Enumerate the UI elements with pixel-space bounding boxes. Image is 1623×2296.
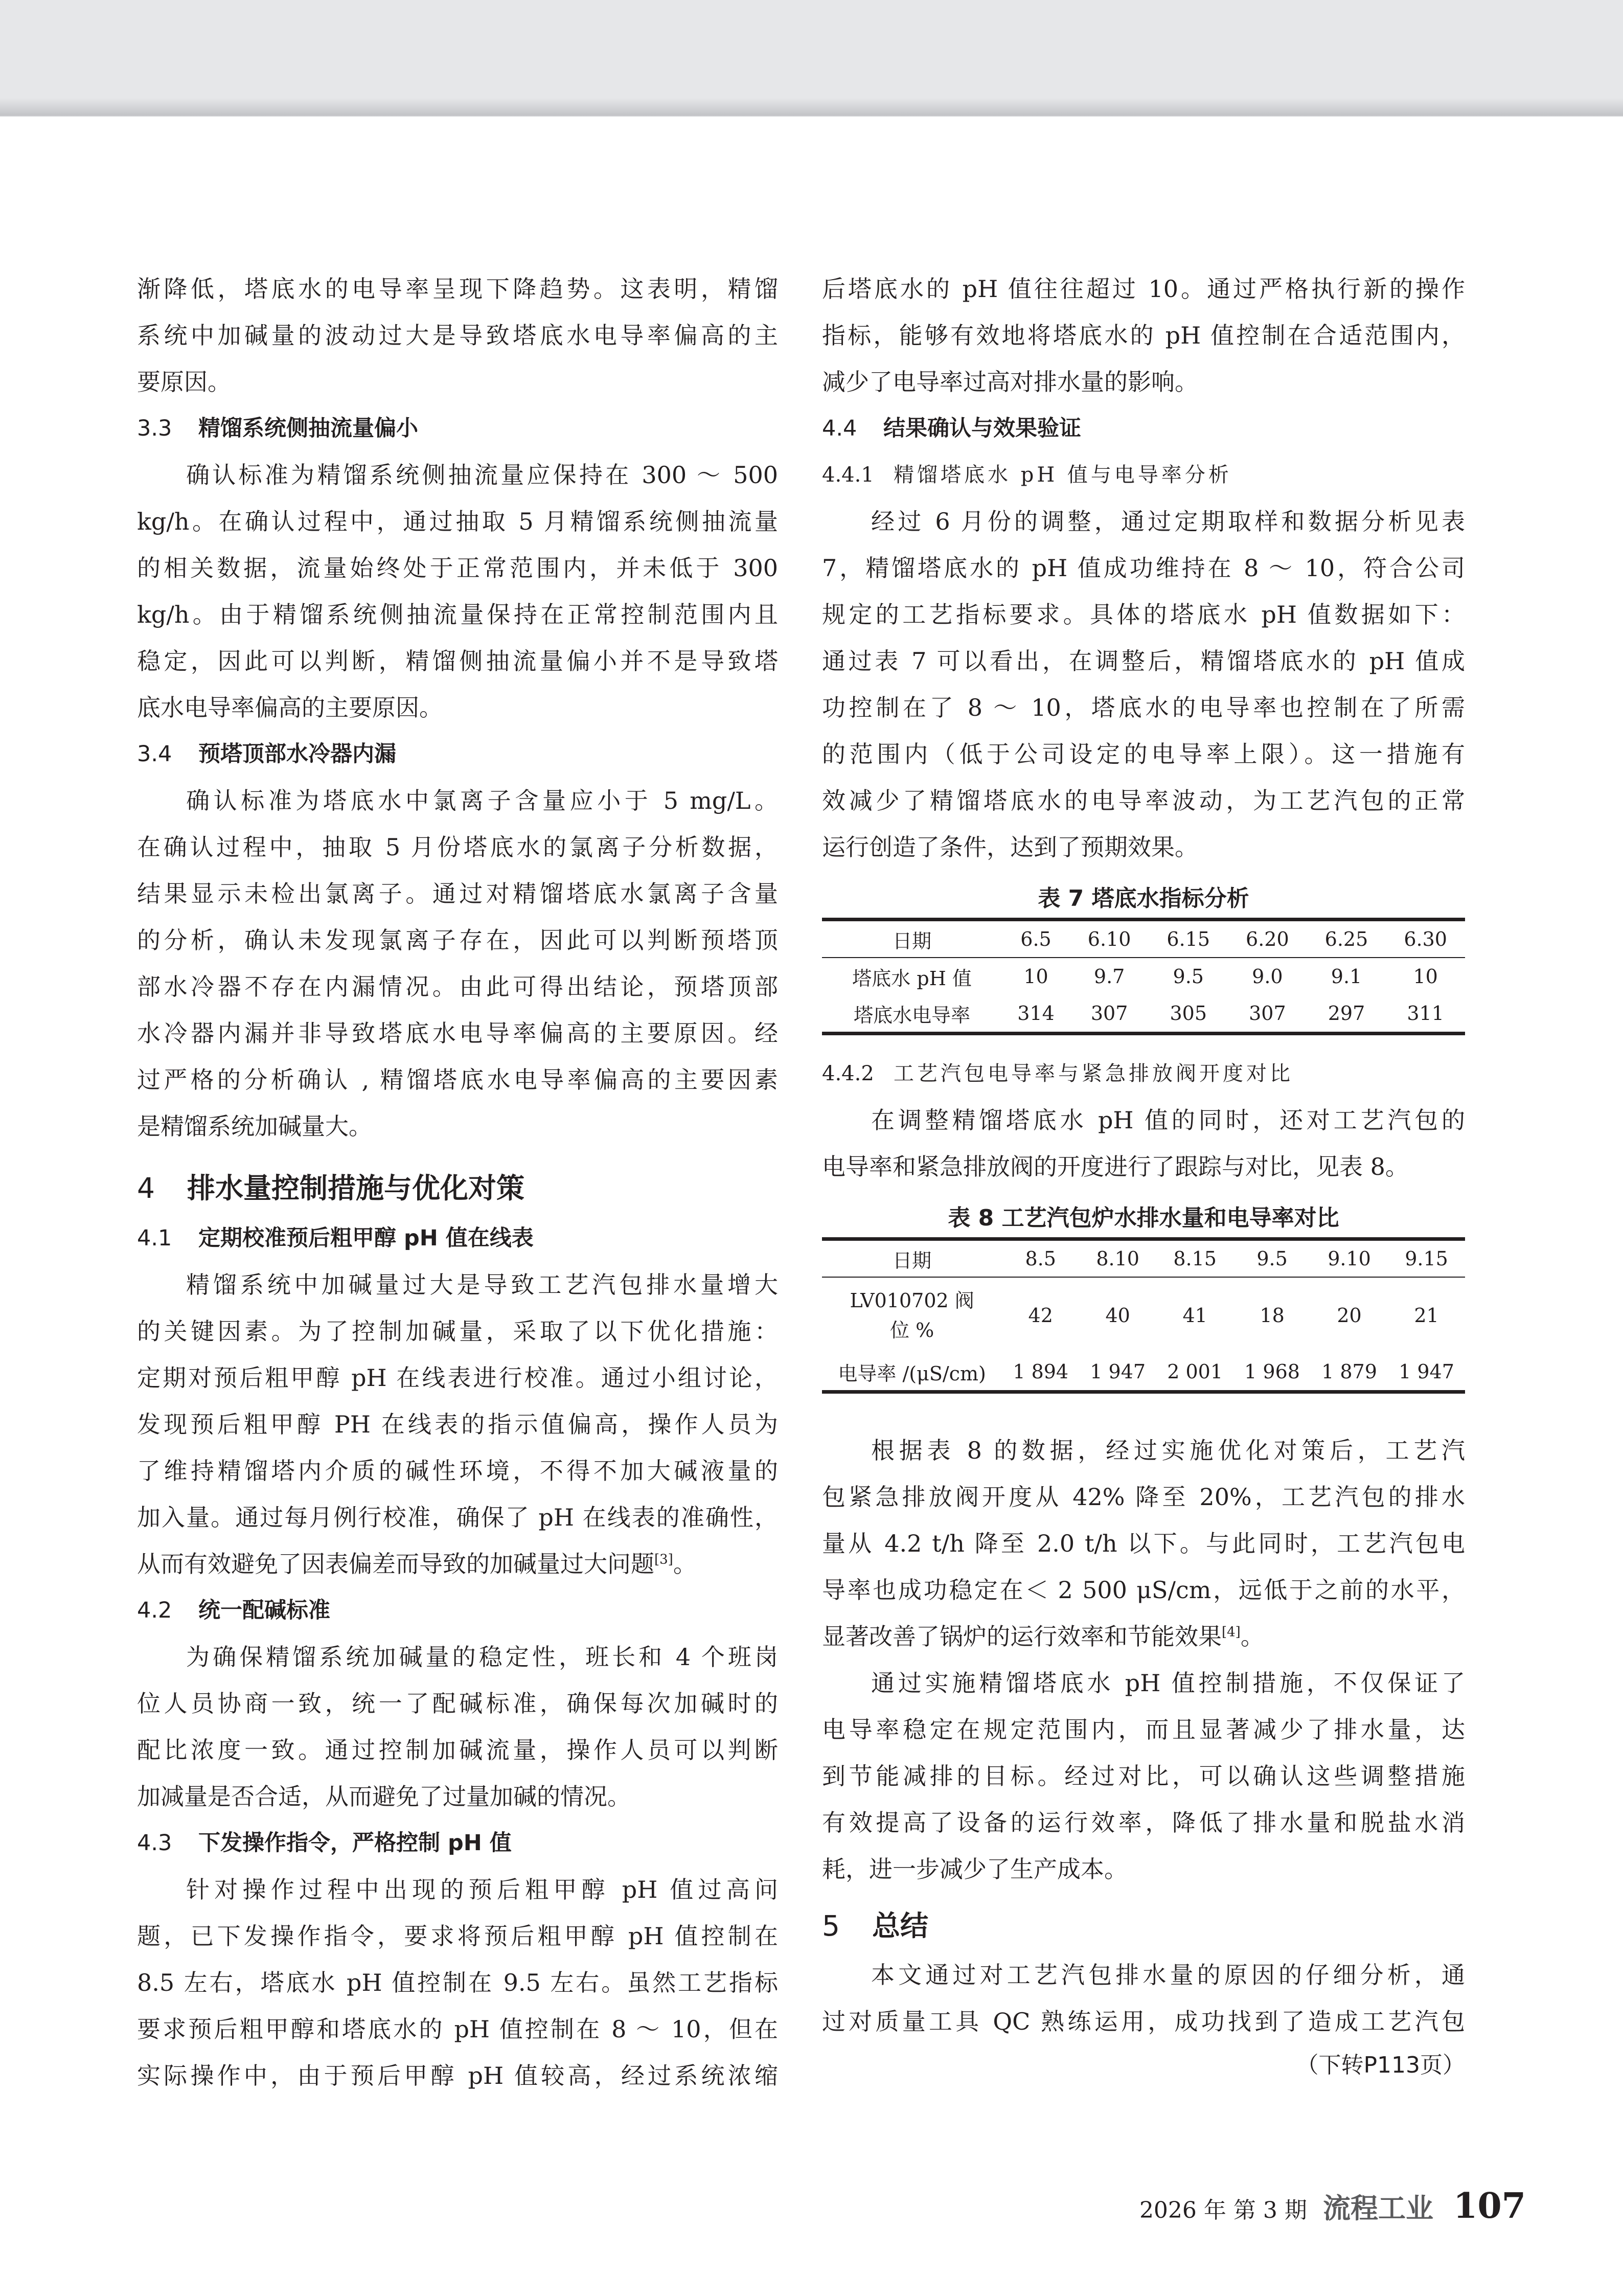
text-line: 减少了电导率过高对排水量的影响。 [822,368,1198,396]
text-line: 稳定，因此可以判断，精馏侧抽流量偏小并不是导致塔 [137,647,778,675]
text-line: 系统中加碱量的波动过大是导致塔底水电导率偏高的主 [137,322,778,349]
text-line: kg/h。在确认过程中，通过抽取 5 月精馏系统侧抽流量 [137,508,778,535]
text-line: 针对操作过程中出现的预后粗甲醇 pH 值过高问 [186,1876,778,1903]
text-line: 后塔底水的 pH 值往往超过 10。通过严格执行新的操作 [822,275,1465,303]
issue-info: 2026 年 第 3 期 [1139,2197,1307,2223]
text-line: 电导率和紧急排放阀的开度进行了跟踪与对比，见表 8。 [822,1153,1409,1180]
table-cell: 2 001 [1156,1353,1233,1392]
text-line: 发现预后粗甲醇 PH 在线表的指示值偏高，操作人员为 [137,1411,778,1438]
table-cell: 21 [1414,1304,1439,1327]
table-cell: 314 [1002,995,1070,1034]
table-cell: 塔底水电导率 [822,995,1002,1034]
text-line: 规定的工艺指标要求。具体的塔底水 pH 值数据如下： [822,601,1465,628]
table-cell: 1 947 [1079,1353,1156,1392]
text-line: 经过 6 月份的调整，通过定期取样和数据分析见表 [871,508,1465,535]
table-cell: 8.15 [1156,1239,1233,1278]
section-heading-3-3: 3.3 精馏系统侧抽流量偏小 [137,416,418,441]
table-cell: 20 [1337,1304,1362,1327]
table-cell: 42 [1028,1304,1053,1327]
text-line: 从而有效避免了因表偏差而导致的加碱量过大问题[3]。 [137,1550,697,1578]
text-line: kg/h。由于精馏系统侧抽流量保持在正常控制范围内且 [137,601,778,628]
table-cell: 6.30 [1386,920,1465,958]
text-line: 确认标准为精馏系统侧抽流量应保持在 300 ～ 500 [186,461,778,489]
journal-name: 流程工业 [1322,2192,1433,2224]
text-line: 运行创造了条件，达到了预期效果。 [822,833,1198,861]
page-footer [1139,2183,1526,2229]
text-line: 电导率稳定在规定范围内，而且显著减少了排水量，达 [822,1716,1465,1743]
text-line: 有效提高了设备的运行效率，降低了排水量和脱盐水消 [822,1809,1465,1836]
table-cell: 6.10 [1070,920,1149,958]
table-cell: LV010702 阀 位 % [850,1289,974,1342]
table-cell: 40 [1105,1304,1130,1327]
text-line: 指标，能够有效地将塔底水的 pH 值控制在合适范围内， [822,322,1465,349]
text-line: 到节能减排的目标。经过对比，可以确认这些调整措施 [822,1762,1465,1790]
table-row [822,1277,1465,1353]
text-line: 了维持精馏塔内介质的碱性环境，不得不加大碱液量的 [137,1457,778,1485]
text-line: 位人员协商一致，统一了配碱标准，确保每次加碱时的 [137,1690,778,1717]
table-cell: 9.15 [1388,1239,1465,1278]
table-8-caption: 表 8 工艺汽包炉水排水量和电导率对比 [948,1205,1339,1231]
text-line: 过严格的分析确认 , 精馏塔底水电导率偏高的主要因素 [137,1066,778,1094]
table-cell: 9.5 [1233,1239,1311,1278]
text-line: 7，精馏塔底水的 pH 值成功维持在 8 ～ 10，符合公司 [822,554,1465,582]
table-cell: 6.20 [1228,920,1307,958]
text-line: 要原因。 [137,368,231,396]
text-line: 根据表 8 的数据，经过实施优化对策后，工艺汽 [871,1437,1465,1464]
table-cell: 10 [1023,965,1048,988]
citation-4[interactable]: [4] [1222,1624,1241,1640]
text-line: 配比浓度一致。通过控制加碱流量，操作人员可以判断 [137,1736,778,1764]
text-line: 在确认过程中，抽取 5 月份塔底水的氯离子分析数据， [137,833,778,861]
text-line: 题，已下发操作指令，要求将预后粗甲醇 pH 值控制在 [137,1922,778,1950]
text-line: 渐降低，塔底水的电导率呈现下降趋势。这表明，精馏 [137,275,778,303]
text-line: 功控制在了 8 ～ 10，塔底水的电导率也控制在了所需 [822,694,1465,721]
table-cell: 1 968 [1233,1353,1311,1392]
section-heading-4-4-2: 4.4.2 工艺汽包电导率与紧急排放阀开度对比 [822,1062,1293,1085]
right-column [822,266,1465,2092]
table-cell: 297 [1307,995,1386,1034]
text-line: 包紧急排放阀开度从 42% 降至 20%，工艺汽包的排水 [822,1483,1465,1511]
text-line: 定期对预后粗甲醇 pH 在线表进行校准。通过小组讨论， [137,1364,778,1392]
text-line: 水冷器内漏并非导致塔底水电导率偏高的主要原因。经 [137,1019,778,1047]
table-cell: 1 947 [1388,1353,1465,1392]
text-line: 通过表 7 可以看出，在调整后，精馏塔底水的 pH 值成 [822,647,1465,675]
section-heading-4-1: 4.1 定期校准预后粗甲醇 pH 值在线表 [137,1225,534,1251]
table-row [822,1353,1465,1392]
text-line: 本文通过对工艺汽包排水量的原因的仔细分析，通 [871,1961,1465,1989]
table-row [822,958,1465,995]
table-cell: 6.5 [1002,920,1070,958]
page-number: 107 [1453,2186,1526,2226]
text-line: 的分析，确认未发现氯离子存在，因此可以判断预塔顶 [137,926,778,954]
table-8 [822,1237,1465,1394]
text-line: 结果显示未检出氯离子。通过对精馏塔底水氯离子含量 [137,880,778,907]
table-cell: 日期 [822,920,1002,958]
text-line: 8.5 左右，塔底水 pH 值控制在 9.5 左右。虽然工艺指标 [137,1969,778,1996]
table-cell: 18 [1260,1304,1285,1327]
text-line: 在调整精馏塔底水 pH 值的同时，还对工艺汽包的 [871,1106,1465,1134]
text-line: 实际操作中，由于预后甲醇 pH 值较高，经过系统浓缩 [137,2062,778,2089]
section-heading-4-4: 4.4 结果确认与效果验证 [822,416,1081,441]
section-heading-4-3: 4.3 下发操作指令，严格控制 pH 值 [137,1830,512,1856]
text-line: 通过实施精馏塔底水 pH 值控制措施，不仅保证了 [871,1669,1465,1697]
text-line: 的关键因素。为了控制加碱量，采取了以下优化措施： [137,1317,778,1345]
text-line: 部水冷器不存在内漏情况。由此可得出结论，预塔顶部 [137,973,778,1001]
text-line: 精馏系统中加碱量过大是导致工艺汽包排水量增大 [186,1271,778,1299]
text-line: 量从 4.2 t/h 降至 2.0 t/h 以下。与此同时，工艺汽包电 [822,1530,1465,1557]
section-heading-3-4: 3.4 预塔顶部水冷器内漏 [137,741,396,767]
table-7 [822,918,1465,1035]
table-cell: 9.1 [1331,965,1362,988]
left-column [137,266,778,2099]
table-cell: 电导率 /(μS/cm) [822,1353,1002,1392]
text-line: 耗，进一步减少了生产成本。 [822,1855,1128,1883]
text-line: 的范围内（低于公司设定的电导率上限）。这一措施有 [822,740,1465,768]
text-line: 加入量。通过每月例行校准，确保了 pH 在线表的准确性， [137,1504,778,1531]
table-cell: 日期 [822,1239,1002,1278]
text-line: 过对质量工具 QC 熟练运用，成功找到了造成工艺汽包 [822,2008,1465,2035]
table-cell: 9.0 [1252,965,1283,988]
section-heading-4-4-1: 4.4.1 精馏塔底水 pH 值与电导率分析 [822,463,1232,487]
text-line: 加减量是否合适，从而避免了过量加碱的情况。 [137,1783,631,1810]
table-cell: 41 [1182,1304,1207,1327]
text-line: 显著改善了锅炉的运行效率和节能效果[4]。 [822,1623,1264,1650]
table-cell: 1 894 [1002,1353,1079,1392]
table-cell: 10 [1413,965,1438,988]
section-heading-5: 5 总结 [822,1909,929,1942]
section-heading-4: 4 排水量控制措施与优化对策 [137,1172,525,1204]
table-cell: 6.25 [1307,920,1386,958]
table-cell: 1 879 [1311,1353,1388,1392]
table-cell: 311 [1386,995,1465,1034]
text-line: 导率也成功稳定在＜ 2 500 μS/cm，远低于之前的水平， [822,1576,1465,1604]
table-cell: 305 [1149,995,1228,1034]
table-cell: 9.5 [1173,965,1204,988]
table-cell: 9.10 [1311,1239,1388,1278]
table-cell: 8.10 [1079,1239,1156,1278]
table-cell: 8.5 [1002,1239,1079,1278]
table-cell: 6.15 [1149,920,1228,958]
table-row [822,995,1465,1034]
table-7-caption: 表 7 塔底水指标分析 [1038,885,1249,912]
text-line: 为确保精馏系统加碱量的稳定性，班长和 4 个班岗 [186,1643,778,1671]
text-line: 确认标准为塔底水中氯离子含量应小于 5 mg/L。 [186,787,778,814]
table-cell: 塔底水 pH 值 [852,967,972,990]
text-line: 底水电导率偏高的主要原因。 [137,694,443,721]
table-cell: 307 [1228,995,1307,1034]
text-line: 是精馏系统加碱量大。 [137,1112,372,1140]
section-heading-4-2: 4.2 统一配碱标准 [137,1598,330,1623]
text-line: 的相关数据，流量始终处于正常范围内，并未低于 300 [137,554,778,582]
text-line: 效减少了精馏塔底水的电导率波动，为工艺汽包的正常 [822,787,1465,814]
viewer-top-bar [0,0,1623,117]
continued-note: （下转P113页） [1296,2052,1465,2078]
table-header-row [822,1239,1465,1278]
table-cell: 307 [1070,995,1149,1034]
table-header-row [822,920,1465,958]
text-line: 要求预后粗甲醇和塔底水的 pH 值控制在 8 ～ 10，但在 [137,2015,778,2043]
table-cell: 9.7 [1093,965,1125,988]
citation-3[interactable]: [3] [654,1552,673,1567]
